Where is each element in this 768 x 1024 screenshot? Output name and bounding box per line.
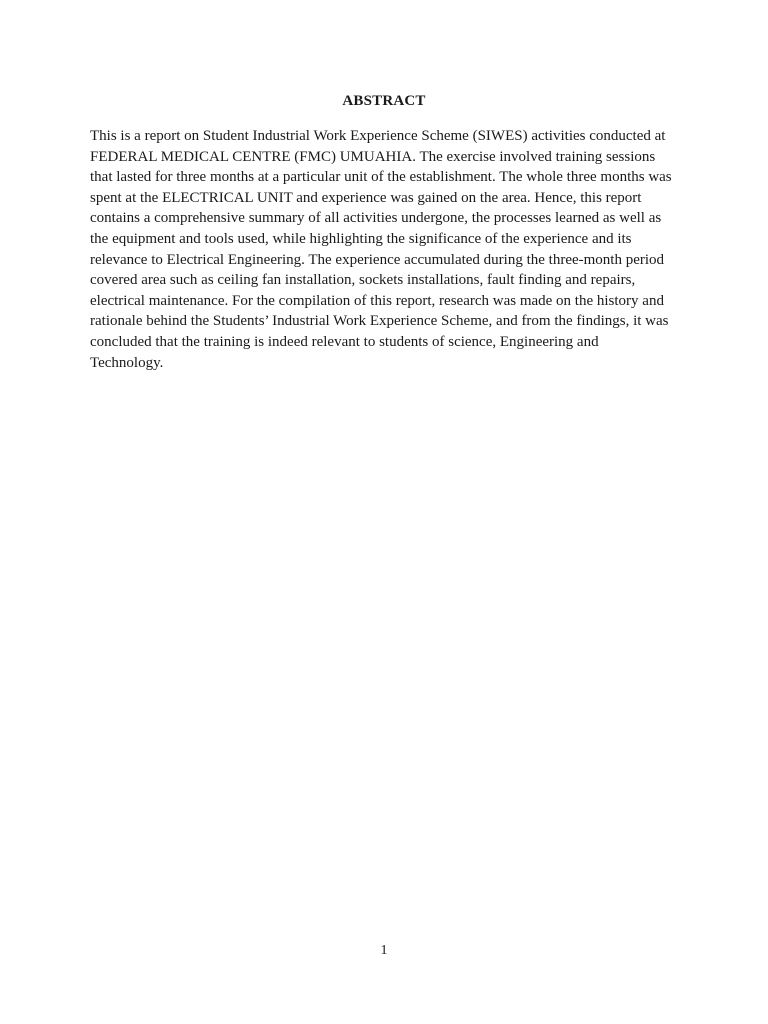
paragraph-line: electrical maintenance. For the compilation of this report, research was made on the history and <box>90 292 664 309</box>
paragraph-line: spent at the ELECTRICAL UNIT and experience was gained on the area. Hence, this report <box>90 189 642 206</box>
paragraph-line: that lasted for three months at a particular unit of the establishment. The whole three months was <box>90 169 672 186</box>
paragraph-line: covered area such as ceiling fan installation, sockets installations, fault finding and repairs, <box>90 272 636 289</box>
paragraph-line: relevance to Electrical Engineering. The experience accumulated during the three-month period <box>90 251 665 268</box>
page-number: 1 <box>380 943 388 958</box>
paragraph-line: This is a report on Student Industrial Work Experience Scheme (SIWES) activities conducted at <box>90 128 666 144</box>
paragraph-line: rationale behind the Students’ Industrial Work Experience Scheme, and from the findings, it was <box>90 313 669 330</box>
abstract-heading: ABSTRACT <box>342 93 426 109</box>
paragraph-line: the equipment and tools used, while highlighting the significance of the experience and its <box>90 230 632 247</box>
paragraph-line: concluded that the training is indeed relevant to students of science, Engineering and <box>90 333 599 350</box>
paragraph-line: Technology. <box>90 354 164 371</box>
paragraph-line: FEDERAL MEDICAL CENTRE (FMC) UMUAHIA. The exercise involved training sessions <box>90 148 656 165</box>
abstract-paragraph <box>90 126 680 373</box>
paragraph-line: contains a comprehensive summary of all activities undergone, the processes learned as well as <box>90 210 662 227</box>
